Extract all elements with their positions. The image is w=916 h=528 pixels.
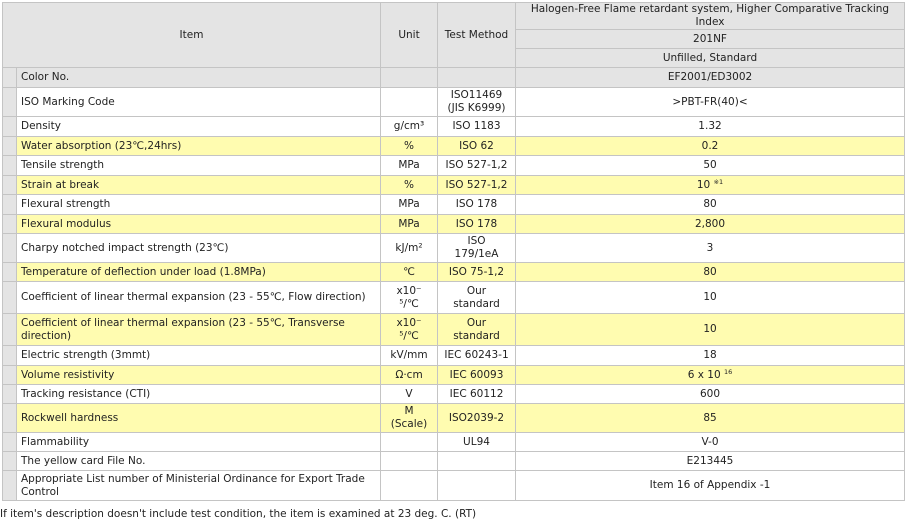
property-unit: MPa	[381, 215, 438, 234]
table-row	[3, 314, 905, 346]
property-name: ISO Marking Code	[17, 88, 381, 117]
table-row	[3, 263, 905, 282]
value-text: 1.32	[698, 120, 722, 132]
property-name: Tracking resistance (CTI)	[17, 385, 381, 404]
property-unit	[381, 68, 438, 88]
row-marker	[3, 385, 17, 404]
property-unit	[381, 88, 438, 117]
row-marker	[3, 282, 17, 314]
header-grade: 201NF	[516, 30, 905, 49]
properties-table-body	[3, 3, 905, 501]
test-method: ISO 527-1,2	[438, 156, 516, 176]
table-row	[3, 404, 905, 433]
test-method: IEC 60093	[438, 366, 516, 385]
table-row	[3, 156, 905, 176]
row-marker	[3, 176, 17, 195]
test-method	[438, 452, 516, 471]
property-unit	[381, 471, 438, 501]
row-marker	[3, 195, 17, 215]
table-row	[3, 176, 905, 195]
value-superscript: ※1	[713, 177, 724, 186]
property-name: Charpy notched impact strength (23℃)	[17, 234, 381, 263]
property-value	[516, 366, 905, 385]
property-name: Coefficient of linear thermal expansion (23 - 55℃, Transverse direction)	[17, 314, 381, 346]
table-row	[3, 385, 905, 404]
test-method: ISO 527-1,2	[438, 176, 516, 195]
row-marker	[3, 215, 17, 234]
property-value	[516, 195, 905, 215]
property-name: Density	[17, 117, 381, 137]
test-method: Our standard	[438, 314, 516, 346]
value-text: 10	[696, 178, 711, 191]
property-unit: %	[381, 176, 438, 195]
property-name: Flexural modulus	[17, 215, 381, 234]
value-superscript: 16	[724, 367, 733, 376]
row-marker	[3, 314, 17, 346]
property-value	[516, 385, 905, 404]
value-text: 2,800	[694, 217, 726, 230]
value-text: 6 x 10	[687, 368, 721, 381]
property-name: The yellow card File No.	[17, 452, 381, 471]
property-name: Flexural strength	[17, 195, 381, 215]
property-value	[516, 137, 905, 156]
property-name: Water absorption (23℃,24hrs)	[17, 137, 381, 156]
row-marker	[3, 117, 17, 137]
property-unit: kV/mm	[381, 346, 438, 366]
test-method: ISO 1183	[438, 117, 516, 137]
property-unit: ℃	[381, 263, 438, 282]
property-unit	[381, 433, 438, 452]
test-method: IEC 60243-1	[438, 346, 516, 366]
table-row	[3, 137, 905, 156]
property-unit: MPa	[381, 156, 438, 176]
properties-table	[2, 2, 905, 501]
header-type: Unfilled, Standard	[516, 49, 905, 68]
header-test-method: Test Method	[438, 3, 516, 68]
row-marker	[3, 263, 17, 282]
test-method: ISO11469 (JIS K6999)	[438, 88, 516, 117]
row-marker	[3, 346, 17, 366]
value-text: >PBT-FR(40)<	[672, 95, 748, 108]
row-marker	[3, 433, 17, 452]
property-unit: x10⁻ ⁵/℃	[381, 282, 438, 314]
value-text: 50	[703, 159, 717, 171]
footnote: If item's description doesn't include test condition, the item is examined at 23 deg. C. (RT)	[0, 508, 477, 520]
value-text: 18	[703, 349, 717, 361]
property-name: Rockwell hardness	[17, 404, 381, 433]
table-row	[3, 215, 905, 234]
property-name: Temperature of deflection under load (1.8MPa)	[17, 263, 381, 282]
row-marker	[3, 156, 17, 176]
property-name: Volume resistivity	[17, 366, 381, 385]
property-value	[516, 215, 905, 234]
table-row	[3, 452, 905, 471]
table-row	[3, 282, 905, 314]
header-unit: Unit	[381, 3, 438, 68]
property-value	[516, 346, 905, 366]
value-text: EF2001/ED3002	[667, 71, 753, 83]
property-unit: x10⁻ ⁵/℃	[381, 314, 438, 346]
property-unit	[381, 452, 438, 471]
test-method: ISO 75-1,2	[438, 263, 516, 282]
value-text: 0.2	[701, 139, 719, 152]
row-marker	[3, 404, 17, 433]
property-value	[516, 471, 905, 501]
property-name: Flammability	[17, 433, 381, 452]
row-marker	[3, 366, 17, 385]
property-name: Appropriate List number of Ministerial Ordinance for Export Trade Control	[17, 471, 381, 501]
test-method: UL94	[438, 433, 516, 452]
property-value	[516, 433, 905, 452]
property-name: Coefficient of linear thermal expansion (23 - 55℃, Flow direction)	[17, 282, 381, 314]
property-value	[516, 452, 905, 471]
test-method: ISO 178	[438, 215, 516, 234]
property-unit: %	[381, 137, 438, 156]
table-row	[3, 117, 905, 137]
property-name: Tensile strength	[17, 156, 381, 176]
property-unit: Ω·cm	[381, 366, 438, 385]
value-text: 10	[703, 291, 717, 303]
value-text: Item 16 of Appendix -1	[649, 479, 771, 491]
value-text: 85	[703, 411, 717, 424]
table-row	[3, 366, 905, 385]
property-value	[516, 263, 905, 282]
property-name: Electric strength (3mmt)	[17, 346, 381, 366]
value-text: 80	[703, 265, 717, 278]
value-text: 10	[703, 323, 717, 335]
table-row	[3, 433, 905, 452]
table-row	[3, 88, 905, 117]
test-method: Our standard	[438, 282, 516, 314]
test-method	[438, 68, 516, 88]
value-text: 600	[699, 387, 721, 400]
test-method: ISO2039-2	[438, 404, 516, 433]
row-marker	[3, 234, 17, 263]
value-text: E213445	[686, 454, 734, 467]
property-unit: MPa	[381, 195, 438, 215]
property-unit: M (Scale)	[381, 404, 438, 433]
property-name: Strain at break	[17, 176, 381, 195]
header-row-system	[3, 3, 905, 30]
value-text: 80	[703, 198, 717, 210]
row-marker	[3, 452, 17, 471]
property-value	[516, 156, 905, 176]
property-value	[516, 176, 905, 195]
property-value	[516, 117, 905, 137]
property-unit: g/cm³	[381, 117, 438, 137]
header-system: Halogen-Free Flame retardant system, Higher Comparative Tracking Index	[516, 3, 905, 30]
test-method	[438, 471, 516, 501]
value-text: V-0	[701, 435, 719, 448]
header-item: Item	[3, 3, 381, 68]
table-row	[3, 471, 905, 501]
property-unit: V	[381, 385, 438, 404]
table-row	[3, 68, 905, 88]
table-row	[3, 234, 905, 263]
row-marker	[3, 137, 17, 156]
test-method: ISO 178	[438, 195, 516, 215]
property-name: Color No.	[17, 68, 381, 88]
row-marker	[3, 88, 17, 117]
property-value	[516, 404, 905, 433]
property-unit: kJ/m²	[381, 234, 438, 263]
test-method: ISO 62	[438, 137, 516, 156]
property-value	[516, 282, 905, 314]
test-method: IEC 60112	[438, 385, 516, 404]
property-value	[516, 234, 905, 263]
table-row	[3, 346, 905, 366]
property-value	[516, 68, 905, 88]
value-text: 3	[706, 241, 714, 254]
property-value	[516, 314, 905, 346]
row-marker	[3, 471, 17, 501]
row-marker	[3, 68, 17, 88]
test-method: ISO 179/1eA	[438, 234, 516, 263]
table-row	[3, 195, 905, 215]
property-value	[516, 88, 905, 117]
